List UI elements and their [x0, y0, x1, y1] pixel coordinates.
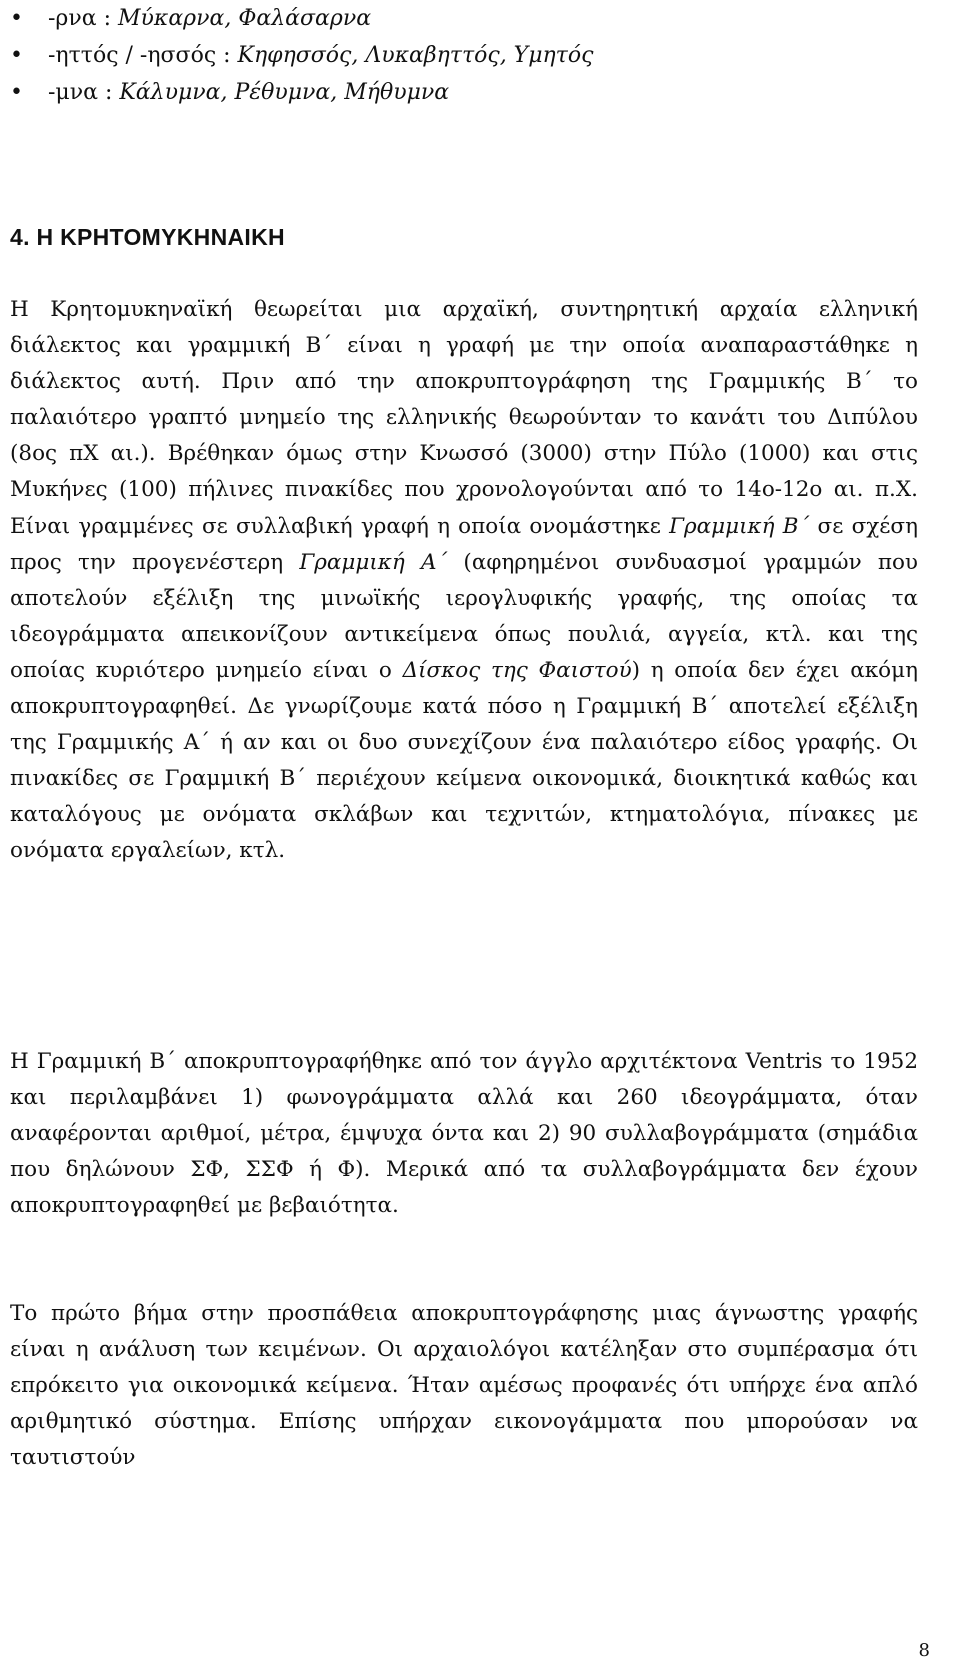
page-number: 8: [918, 1640, 930, 1661]
italic-term: Γραμμική Α΄: [299, 549, 448, 575]
text-run: ) η οποία δεν έχει ακόμη αποκρυπτογραφηθεί. Δε γνωρίζουμε κατά πόσο η Γραμμική Β΄ αποτελεί εξέλιξη της Γραμμικής Α΄ ή αν και οι δυο συνεχίζουν ένα παλαιότερο είδος γραφής. Οι πινακίδες σε Γραμμική Β΄ περιέχουν κείμενα οικονομικά, διοικητικά καθώς και καταλόγους με ονόματα σκλάβων και τεχνιτών, κτηματολόγια, πίνακες με ονόματα εργαλείων, κτλ.: [10, 657, 918, 864]
place-name-examples: Κάλυμνα, Ρέθυμνα, Μήθυμνα: [119, 80, 450, 105]
italic-term: Δίσκος της Φαιστού: [402, 657, 632, 683]
list-item: [10, 0, 910, 37]
place-name-examples: Μύκαρνα, Φαλάσαρνα: [118, 6, 372, 31]
suffix-label: -μνα :: [48, 80, 120, 105]
text-run: Η Κρητομυκηναϊκή θεωρείται μια αρχαϊκή, συντηρητική αρχαία ελληνική διάλεκτος και γραμμική Β΄ είναι η γραφή με την οποία αναπαραστάθηκε η διάλεκτος αυτή. Πριν από την αποκρυπτογράφηση της Γραμμικής Β΄ το παλαιότερο γραπτό μνημείο της ελληνικής θεωρούνταν το κανάτι του Διπύλου (8ος πΧ αι.). Βρέθηκαν όμως στην Κνωσσό (3000) στην Πύλο (1000) και στις Μυκήνες (100) πήλινες πινακίδες που χρονολογούνται από το 14ο-12ο αι. π.Χ. Είναι γραμμένες σε συλλαβική γραφή η οποία ονομάστηκε: [10, 297, 918, 539]
suffix-label: -ρνα :: [48, 6, 118, 31]
list-item: [10, 74, 910, 111]
place-name-examples: Κηφησσός, Λυκαβηττός, Υμητός: [237, 43, 594, 68]
suffix-label: -ηττός / -ησσός :: [48, 43, 238, 68]
italic-term: Γραμμική Β΄: [669, 513, 810, 539]
paragraph-analysis: Το πρώτο βήμα στην προσπάθεια αποκρυπτογράφησης μιας άγνωστης γραφής είναι η ανάλυση των κειμένων. Οι αρχαιολόγοι κατέληξαν στο συμπέρασμα ότι επρόκειτο για οικονομικά κείμενα. Ήταν αμέσως προφανές ότι υπήρχε ένα απλό αριθμητικό σύστημα. Επίσης υπήρχαν εικονογάμματα που μπορούσαν να ταυτιστούν: [10, 1301, 918, 1471]
text-run: σε σχέση προς την προγενέστερη: [10, 513, 918, 575]
list-item: [10, 37, 910, 74]
paragraph-cretomycenaean: [10, 292, 918, 870]
suffix-examples-list: [10, 0, 910, 111]
text-run: (αφηρημένοι συνδυασμοί γραμμών που αποτελούν εξέλιξη της μινωϊκής ιερογλυφικής γραφής, της οποίας τα ιδεογράμματα απεικονίζουν αντικείμενα όπως πουλιά, αγγεία, κτλ. και της οποίας κυριότερο μνημείο είναι ο: [10, 549, 918, 683]
section-heading: 4. Η ΚΡΗΤΟΜΥΚΗΝΑΙΚΗ: [10, 224, 285, 250]
paragraph-decipherment: Η Γραμμική Β΄ αποκρυπτογραφήθηκε από τον άγγλο αρχιτέκτονα Ventris το 1952 και περιλαμβάνει 1) φωνογράμματα αλλά και 260 ιδεογράμματα, όταν αναφέρονται αριθμοί, μέτρα, έμψυχα όντα και 2) 90 συλλαβογράμματα (σημάδια που δηλώνουν ΣΦ, ΣΣΦ ή Φ). Μερικά από τα συλλαβογράμματα δεν έχουν αποκρυπτογραφηθεί με βεβαιότητα.: [10, 1049, 918, 1219]
